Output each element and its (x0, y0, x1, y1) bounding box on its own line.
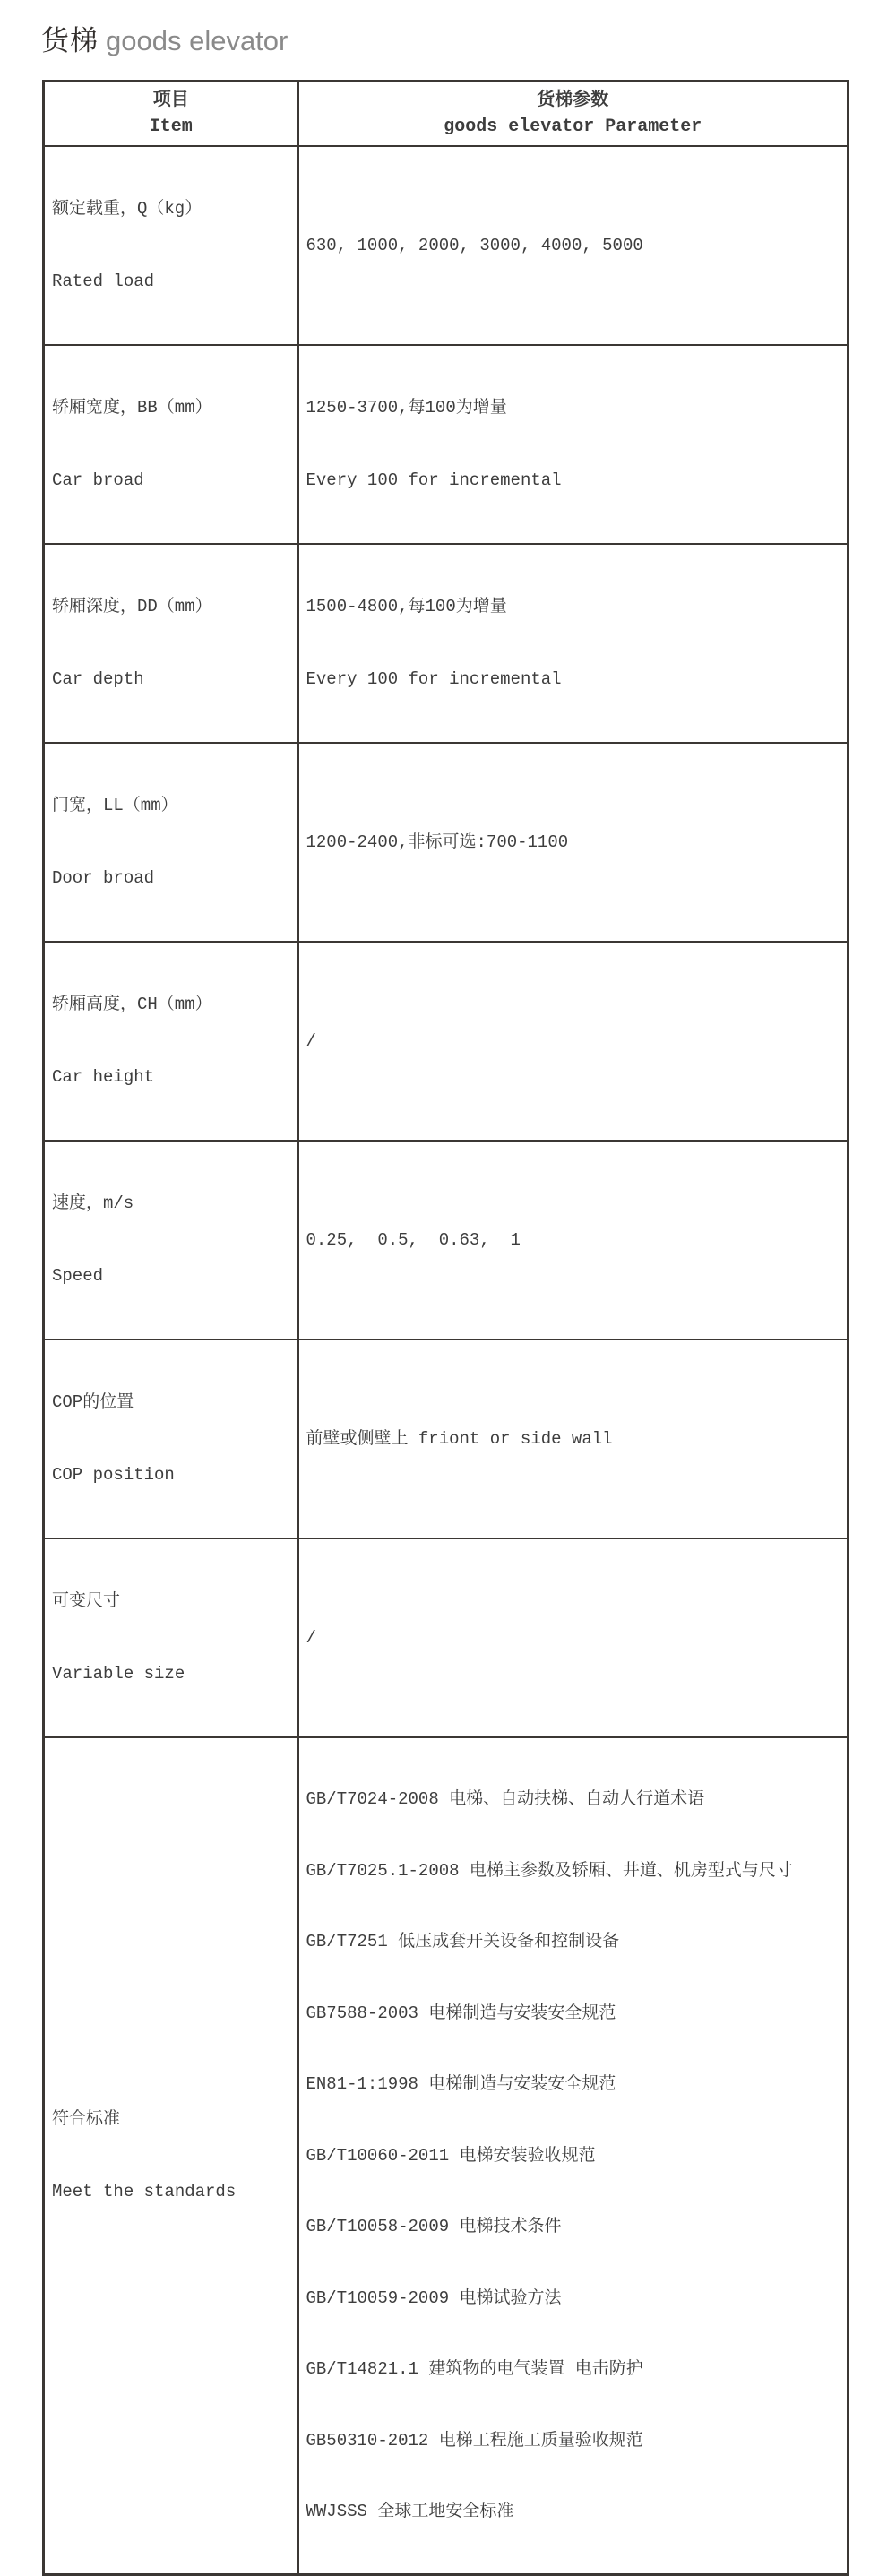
value-line: 630, 1000, 2000, 3000, 4000, 5000 (306, 235, 643, 255)
row-label-cell (44, 544, 298, 743)
row-label-cell (44, 1737, 298, 2574)
table-row-car-depth (44, 544, 849, 743)
row-label-en: COP position (52, 1465, 175, 1485)
row-label-zh: 速度，m/s (52, 1193, 134, 1213)
standard-line: EN81-1:1998 电梯制造与安装安全规范 (306, 2074, 616, 2094)
header-item-en: Item (149, 116, 193, 137)
row-label-zh: 可变尺寸 (52, 1591, 121, 1611)
row-label-zh: 额定载重，Q（kg） (52, 199, 202, 219)
row-value-cell (298, 1340, 849, 1538)
row-label-cell (44, 345, 298, 544)
spec-table (42, 80, 849, 2576)
row-value-cell (298, 1538, 849, 1737)
row-label-en: Speed (52, 1266, 104, 1286)
page-title (41, 23, 288, 59)
value-line: Every 100 for incremental (306, 669, 562, 689)
standard-line: GB/T7024-2008 电梯、自动扶梯、自动人行道术语 (306, 1789, 705, 1809)
standard-line: WWJSSS 全球工地安全标准 (306, 2502, 514, 2521)
table-row-speed (44, 1141, 849, 1340)
row-value-cell (298, 743, 849, 942)
standard-line: GB/T7025.1-2008 电梯主参数及轿厢、井道、机房型式与尺寸 (306, 1860, 793, 1881)
table-row-door-broad (44, 743, 849, 942)
value-line: 0.25, 0.5, 0.63, 1 (306, 1229, 521, 1250)
row-label-cell (44, 942, 298, 1141)
row-label-zh: 轿厢宽度，BB（mm） (52, 398, 212, 418)
table-row-rated-load (44, 146, 849, 345)
page-title-zh: 货梯 (41, 25, 99, 56)
row-label-en: Door broad (52, 868, 155, 888)
standard-line: GB/T10059-2009 电梯试验方法 (306, 2287, 562, 2308)
row-label-en: Variable size (52, 1664, 185, 1684)
standard-line: GB/T14821.1 建筑物的电气装置 电击防护 (306, 2359, 643, 2379)
row-value-cell (298, 1141, 849, 1340)
row-label-cell (44, 146, 298, 345)
row-label-cell (44, 1538, 298, 1737)
row-label-cell (44, 1141, 298, 1340)
row-value-cell (298, 1737, 849, 2574)
row-value-cell (298, 544, 849, 743)
table-row-car-height (44, 942, 849, 1141)
standard-line: GB7588-2003 电梯制造与安装安全规范 (306, 2003, 616, 2023)
row-label-zh: COP的位置 (52, 1392, 134, 1412)
page-title-en: goods elevator (106, 25, 289, 56)
row-value-cell (298, 345, 849, 544)
header-item-cell (44, 82, 298, 147)
value-line: 前壁或侧壁上 friont or side wall (306, 1428, 613, 1449)
row-label-cell (44, 1340, 298, 1538)
table-row-cop-position (44, 1340, 849, 1538)
row-label-zh: 门宽，LL（mm） (52, 796, 178, 815)
row-label-cell (44, 743, 298, 942)
value-line: 1250-3700,每100为增量 (306, 398, 507, 418)
value-line: / (306, 1627, 316, 1648)
table-row-standards (44, 1737, 849, 2574)
table-row-variable-size (44, 1538, 849, 1737)
table-header-row (44, 82, 849, 147)
standard-line: GB/T7251 低压成套开关设备和控制设备 (306, 1932, 620, 1951)
row-label-zh: 符合标准 (52, 2108, 121, 2129)
standard-line: GB/T10060-2011 电梯安装验收规范 (306, 2145, 596, 2166)
value-line: / (306, 1030, 316, 1051)
row-label-en: Car height (52, 1067, 155, 1087)
row-label-en: Car broad (52, 470, 144, 490)
table-row-car-broad (44, 345, 849, 544)
value-line: 1500-4800,每100为增量 (306, 597, 507, 616)
value-line: 1200-2400,非标可选:700-1100 (306, 831, 569, 852)
row-value-cell (298, 942, 849, 1141)
standard-line: GB50310-2012 电梯工程施工质量验收规范 (306, 2430, 643, 2451)
header-parameter-zh: 货梯参数 (537, 90, 609, 111)
row-value-cell (298, 146, 849, 345)
row-label-en: Meet the standards (52, 2181, 237, 2201)
row-label-en: Car depth (52, 669, 144, 689)
header-parameter-cell (298, 82, 849, 147)
header-parameter-en: goods elevator Parameter (444, 116, 702, 137)
value-line: Every 100 for incremental (306, 470, 562, 490)
header-item-zh: 项目 (152, 90, 189, 111)
row-label-zh: 轿厢高度，CH（mm） (52, 995, 212, 1014)
row-label-en: Rated load (52, 271, 155, 291)
standard-line: GB/T10058-2009 电梯技术条件 (306, 2217, 562, 2236)
row-label-zh: 轿厢深度，DD（mm） (52, 597, 212, 616)
